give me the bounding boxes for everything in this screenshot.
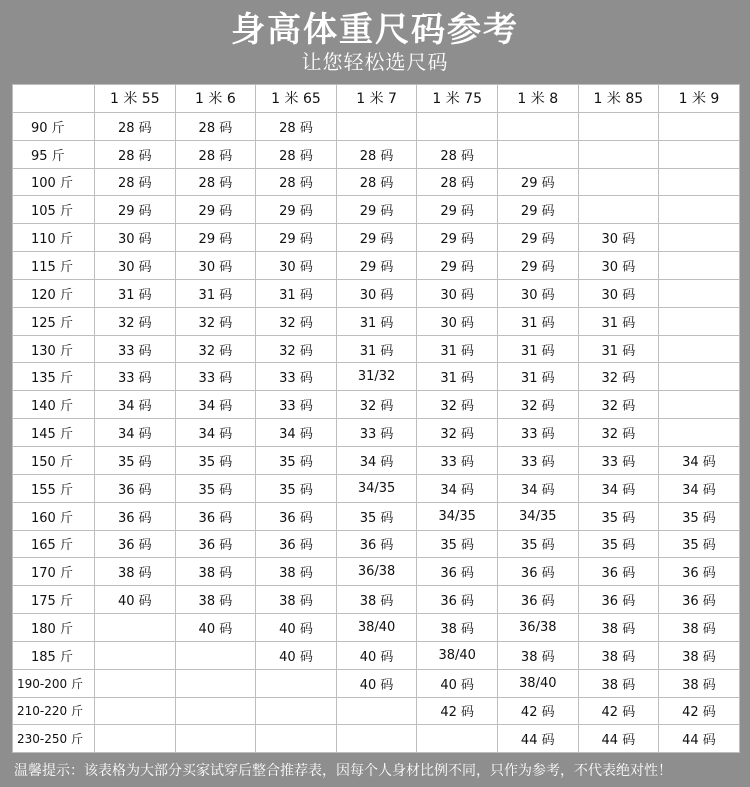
size-cell: 32 码 [336, 391, 417, 419]
size-cell: 36 码 [256, 530, 337, 558]
size-cell: 32 码 [175, 335, 256, 363]
size-cell [659, 391, 740, 419]
size-cell: 33 码 [175, 363, 256, 391]
size-cell: 30 码 [175, 252, 256, 280]
size-cell: 34/35 [497, 502, 578, 530]
size-cell: 38 码 [659, 669, 740, 697]
size-cell: 33 码 [497, 419, 578, 447]
size-cell: 33 码 [95, 335, 176, 363]
size-cell: 35 码 [256, 474, 337, 502]
height-header-cell: 1 米 85 [578, 85, 659, 113]
size-cell: 29 码 [95, 196, 176, 224]
size-cell: 28 码 [95, 168, 176, 196]
weight-cell: 95 斤 [13, 140, 95, 168]
size-cell: 34 码 [417, 474, 498, 502]
size-cell: 29 码 [417, 196, 498, 224]
size-cell: 42 码 [497, 697, 578, 725]
table-row [13, 224, 740, 252]
size-cell: 35 码 [175, 474, 256, 502]
size-cell [659, 196, 740, 224]
size-cell: 28 码 [256, 112, 337, 140]
size-cell: 31 码 [497, 307, 578, 335]
size-cell: 36 码 [175, 502, 256, 530]
height-header-cell: 1 米 8 [497, 85, 578, 113]
size-cell: 34 码 [578, 474, 659, 502]
table-row [13, 474, 740, 502]
size-cell: 38 码 [256, 558, 337, 586]
size-cell: 34/35 [417, 502, 498, 530]
size-cell: 29 码 [336, 224, 417, 252]
size-cell: 29 码 [256, 196, 337, 224]
size-cell [95, 614, 176, 642]
size-cell: 32 码 [417, 419, 498, 447]
size-cell: 36 码 [578, 586, 659, 614]
size-cell: 36 码 [336, 530, 417, 558]
size-cell: 38 码 [578, 641, 659, 669]
size-cell: 34 码 [175, 419, 256, 447]
size-cell: 35 码 [336, 502, 417, 530]
table-row [13, 558, 740, 586]
size-cell [175, 725, 256, 753]
weight-cell: 230-250 斤 [13, 725, 95, 753]
size-cell: 40 码 [95, 586, 176, 614]
size-cell [175, 641, 256, 669]
size-cell: 30 码 [578, 252, 659, 280]
size-cell: 36 码 [95, 474, 176, 502]
size-cell: 32 码 [578, 391, 659, 419]
weight-cell: 170 斤 [13, 558, 95, 586]
size-cell: 33 码 [497, 446, 578, 474]
size-cell [256, 669, 337, 697]
size-cell: 40 码 [175, 614, 256, 642]
size-cell [659, 307, 740, 335]
footer-note: 温馨提示：该表格为大部分买家试穿后整合推荐表，因每个人身材比例不同，只作为参考，不代表绝对性！ [14, 763, 672, 779]
weight-cell: 140 斤 [13, 391, 95, 419]
size-cell: 36 码 [95, 502, 176, 530]
page-subtitle: 让您轻松选尺码 [301, 50, 449, 74]
table-row [13, 641, 740, 669]
table-row [13, 279, 740, 307]
size-cell [256, 697, 337, 725]
weight-cell: 150 斤 [13, 446, 95, 474]
size-cell: 36/38 [497, 614, 578, 642]
size-cell: 34 码 [95, 391, 176, 419]
size-cell: 31 码 [417, 363, 498, 391]
weight-cell: 165 斤 [13, 530, 95, 558]
weight-cell: 115 斤 [13, 252, 95, 280]
size-cell: 34 码 [175, 391, 256, 419]
size-cell: 35 码 [417, 530, 498, 558]
table-body [13, 112, 740, 752]
size-cell: 29 码 [497, 196, 578, 224]
size-cell: 38/40 [497, 669, 578, 697]
corner-cell [13, 85, 95, 113]
size-cell: 29 码 [175, 196, 256, 224]
size-cell: 31 码 [256, 279, 337, 307]
size-cell: 35 码 [497, 530, 578, 558]
size-cell [497, 112, 578, 140]
size-cell: 32 码 [95, 307, 176, 335]
size-cell: 38 码 [497, 641, 578, 669]
size-cell: 31 码 [497, 335, 578, 363]
table-row [13, 252, 740, 280]
weight-cell: 120 斤 [13, 279, 95, 307]
size-cell: 34 码 [256, 419, 337, 447]
size-cell: 28 码 [417, 140, 498, 168]
size-cell: 44 码 [497, 725, 578, 753]
size-cell: 36 码 [256, 502, 337, 530]
size-cell: 36 码 [95, 530, 176, 558]
size-cell: 36 码 [417, 558, 498, 586]
size-cell: 35 码 [659, 530, 740, 558]
size-cell: 36 码 [417, 586, 498, 614]
table-row [13, 697, 740, 725]
size-cell: 36 码 [497, 558, 578, 586]
size-cell: 31 码 [497, 363, 578, 391]
page-title: 身高体重尺码参考 [231, 10, 519, 50]
size-cell: 29 码 [336, 252, 417, 280]
size-cell: 33 码 [256, 363, 337, 391]
size-cell: 29 码 [256, 224, 337, 252]
table-row [13, 502, 740, 530]
size-cell: 32 码 [497, 391, 578, 419]
table-row [13, 307, 740, 335]
weight-cell: 155 斤 [13, 474, 95, 502]
size-cell: 35 码 [578, 502, 659, 530]
size-cell [336, 697, 417, 725]
size-cell: 33 码 [578, 446, 659, 474]
weight-cell: 105 斤 [13, 196, 95, 224]
size-cell [578, 168, 659, 196]
size-cell: 31/32 [336, 363, 417, 391]
size-cell: 34/35 [336, 474, 417, 502]
size-cell: 29 码 [417, 252, 498, 280]
size-cell: 31 码 [578, 335, 659, 363]
size-cell: 38 码 [578, 669, 659, 697]
table-row [13, 112, 740, 140]
weight-cell: 185 斤 [13, 641, 95, 669]
size-cell: 38 码 [256, 586, 337, 614]
size-cell: 44 码 [578, 725, 659, 753]
table-header-row [13, 85, 740, 113]
size-cell: 30 码 [95, 252, 176, 280]
size-cell: 40 码 [336, 641, 417, 669]
size-cell [578, 140, 659, 168]
table-row [13, 335, 740, 363]
size-cell: 29 码 [175, 224, 256, 252]
size-cell [659, 168, 740, 196]
size-cell: 38 码 [95, 558, 176, 586]
size-cell: 32 码 [175, 307, 256, 335]
size-cell: 34 码 [336, 446, 417, 474]
size-cell [659, 112, 740, 140]
size-cell [256, 725, 337, 753]
size-cell: 38 码 [659, 641, 740, 669]
size-cell: 30 码 [497, 279, 578, 307]
size-cell: 34 码 [497, 474, 578, 502]
table-row [13, 196, 740, 224]
size-cell: 28 码 [175, 112, 256, 140]
size-cell: 44 码 [659, 725, 740, 753]
size-cell: 29 码 [497, 168, 578, 196]
size-cell: 40 码 [256, 641, 337, 669]
size-cell: 29 码 [417, 224, 498, 252]
weight-cell: 160 斤 [13, 502, 95, 530]
size-cell: 30 码 [578, 224, 659, 252]
size-cell [175, 669, 256, 697]
size-cell: 28 码 [336, 140, 417, 168]
size-cell [95, 725, 176, 753]
height-header-cell: 1 米 75 [417, 85, 498, 113]
size-cell: 40 码 [256, 614, 337, 642]
size-cell: 28 码 [175, 168, 256, 196]
weight-cell: 130 斤 [13, 335, 95, 363]
height-header-cell: 1 米 7 [336, 85, 417, 113]
table-row [13, 391, 740, 419]
size-cell: 40 码 [336, 669, 417, 697]
size-cell [659, 363, 740, 391]
weight-cell: 135 斤 [13, 363, 95, 391]
size-cell: 29 码 [336, 196, 417, 224]
size-cell: 38 码 [659, 614, 740, 642]
size-cell: 36 码 [175, 530, 256, 558]
size-cell: 35 码 [256, 446, 337, 474]
size-cell: 31 码 [95, 279, 176, 307]
weight-cell: 175 斤 [13, 586, 95, 614]
size-cell: 35 码 [659, 502, 740, 530]
size-cell: 35 码 [95, 446, 176, 474]
weight-cell: 210-220 斤 [13, 697, 95, 725]
size-cell: 31 码 [175, 279, 256, 307]
size-cell: 32 码 [256, 307, 337, 335]
size-cell: 30 码 [256, 252, 337, 280]
size-cell: 30 码 [417, 307, 498, 335]
size-cell: 34 码 [659, 446, 740, 474]
size-cell: 33 码 [336, 419, 417, 447]
size-cell: 40 码 [417, 669, 498, 697]
size-chart-table [12, 84, 740, 753]
table-row [13, 614, 740, 642]
weight-cell: 100 斤 [13, 168, 95, 196]
size-cell: 32 码 [256, 335, 337, 363]
size-cell: 35 码 [175, 446, 256, 474]
size-cell: 35 码 [578, 530, 659, 558]
size-cell [417, 725, 498, 753]
header [0, 0, 750, 84]
weight-cell: 145 斤 [13, 419, 95, 447]
table-row [13, 419, 740, 447]
size-cell [417, 112, 498, 140]
size-cell: 28 码 [256, 168, 337, 196]
size-cell: 32 码 [578, 419, 659, 447]
size-cell [95, 641, 176, 669]
size-cell: 38 码 [175, 586, 256, 614]
size-cell: 38 码 [578, 614, 659, 642]
size-cell [659, 419, 740, 447]
size-cell: 28 码 [256, 140, 337, 168]
size-cell: 28 码 [175, 140, 256, 168]
size-cell [95, 669, 176, 697]
size-cell: 36 码 [659, 558, 740, 586]
weight-cell: 90 斤 [13, 112, 95, 140]
table-row [13, 669, 740, 697]
size-cell: 42 码 [417, 697, 498, 725]
size-cell: 31 码 [417, 335, 498, 363]
size-cell: 36 码 [578, 558, 659, 586]
size-cell [336, 725, 417, 753]
size-cell: 38 码 [175, 558, 256, 586]
weight-cell: 125 斤 [13, 307, 95, 335]
size-cell: 33 码 [95, 363, 176, 391]
size-cell: 28 码 [95, 112, 176, 140]
size-cell [659, 252, 740, 280]
size-cell: 32 码 [578, 363, 659, 391]
size-cell: 42 码 [659, 697, 740, 725]
height-header-cell: 1 米 65 [256, 85, 337, 113]
height-header-cell: 1 米 6 [175, 85, 256, 113]
size-cell: 30 码 [336, 279, 417, 307]
height-header-cell: 1 米 9 [659, 85, 740, 113]
size-cell: 36 码 [497, 586, 578, 614]
size-cell [578, 112, 659, 140]
table-row [13, 168, 740, 196]
size-cell: 29 码 [497, 224, 578, 252]
weight-cell: 180 斤 [13, 614, 95, 642]
size-cell: 33 码 [417, 446, 498, 474]
size-cell: 34 码 [95, 419, 176, 447]
table-row [13, 140, 740, 168]
size-cell: 38/40 [336, 614, 417, 642]
size-cell: 38/40 [417, 641, 498, 669]
size-cell: 30 码 [95, 224, 176, 252]
table-row [13, 446, 740, 474]
size-cell: 42 码 [578, 697, 659, 725]
size-cell [578, 196, 659, 224]
size-cell: 38 码 [417, 614, 498, 642]
size-cell: 34 码 [659, 474, 740, 502]
size-cell [175, 697, 256, 725]
size-cell [659, 224, 740, 252]
size-cell [659, 140, 740, 168]
size-cell [659, 279, 740, 307]
size-cell: 28 码 [95, 140, 176, 168]
size-cell [95, 697, 176, 725]
size-cell: 33 码 [256, 391, 337, 419]
table-row [13, 586, 740, 614]
size-cell: 32 码 [417, 391, 498, 419]
size-cell: 36 码 [659, 586, 740, 614]
size-cell: 28 码 [336, 168, 417, 196]
size-cell: 30 码 [578, 279, 659, 307]
size-cell [497, 140, 578, 168]
size-cell: 29 码 [497, 252, 578, 280]
size-cell: 31 码 [336, 307, 417, 335]
table-row [13, 725, 740, 753]
table-row [13, 530, 740, 558]
size-cell: 38 码 [336, 586, 417, 614]
size-cell: 30 码 [417, 279, 498, 307]
size-cell: 31 码 [336, 335, 417, 363]
size-cell: 36/38 [336, 558, 417, 586]
height-header-cell: 1 米 55 [95, 85, 176, 113]
size-cell [336, 112, 417, 140]
size-cell [659, 335, 740, 363]
size-cell: 31 码 [578, 307, 659, 335]
size-cell: 28 码 [417, 168, 498, 196]
weight-cell: 190-200 斤 [13, 669, 95, 697]
weight-cell: 110 斤 [13, 224, 95, 252]
table-row [13, 363, 740, 391]
